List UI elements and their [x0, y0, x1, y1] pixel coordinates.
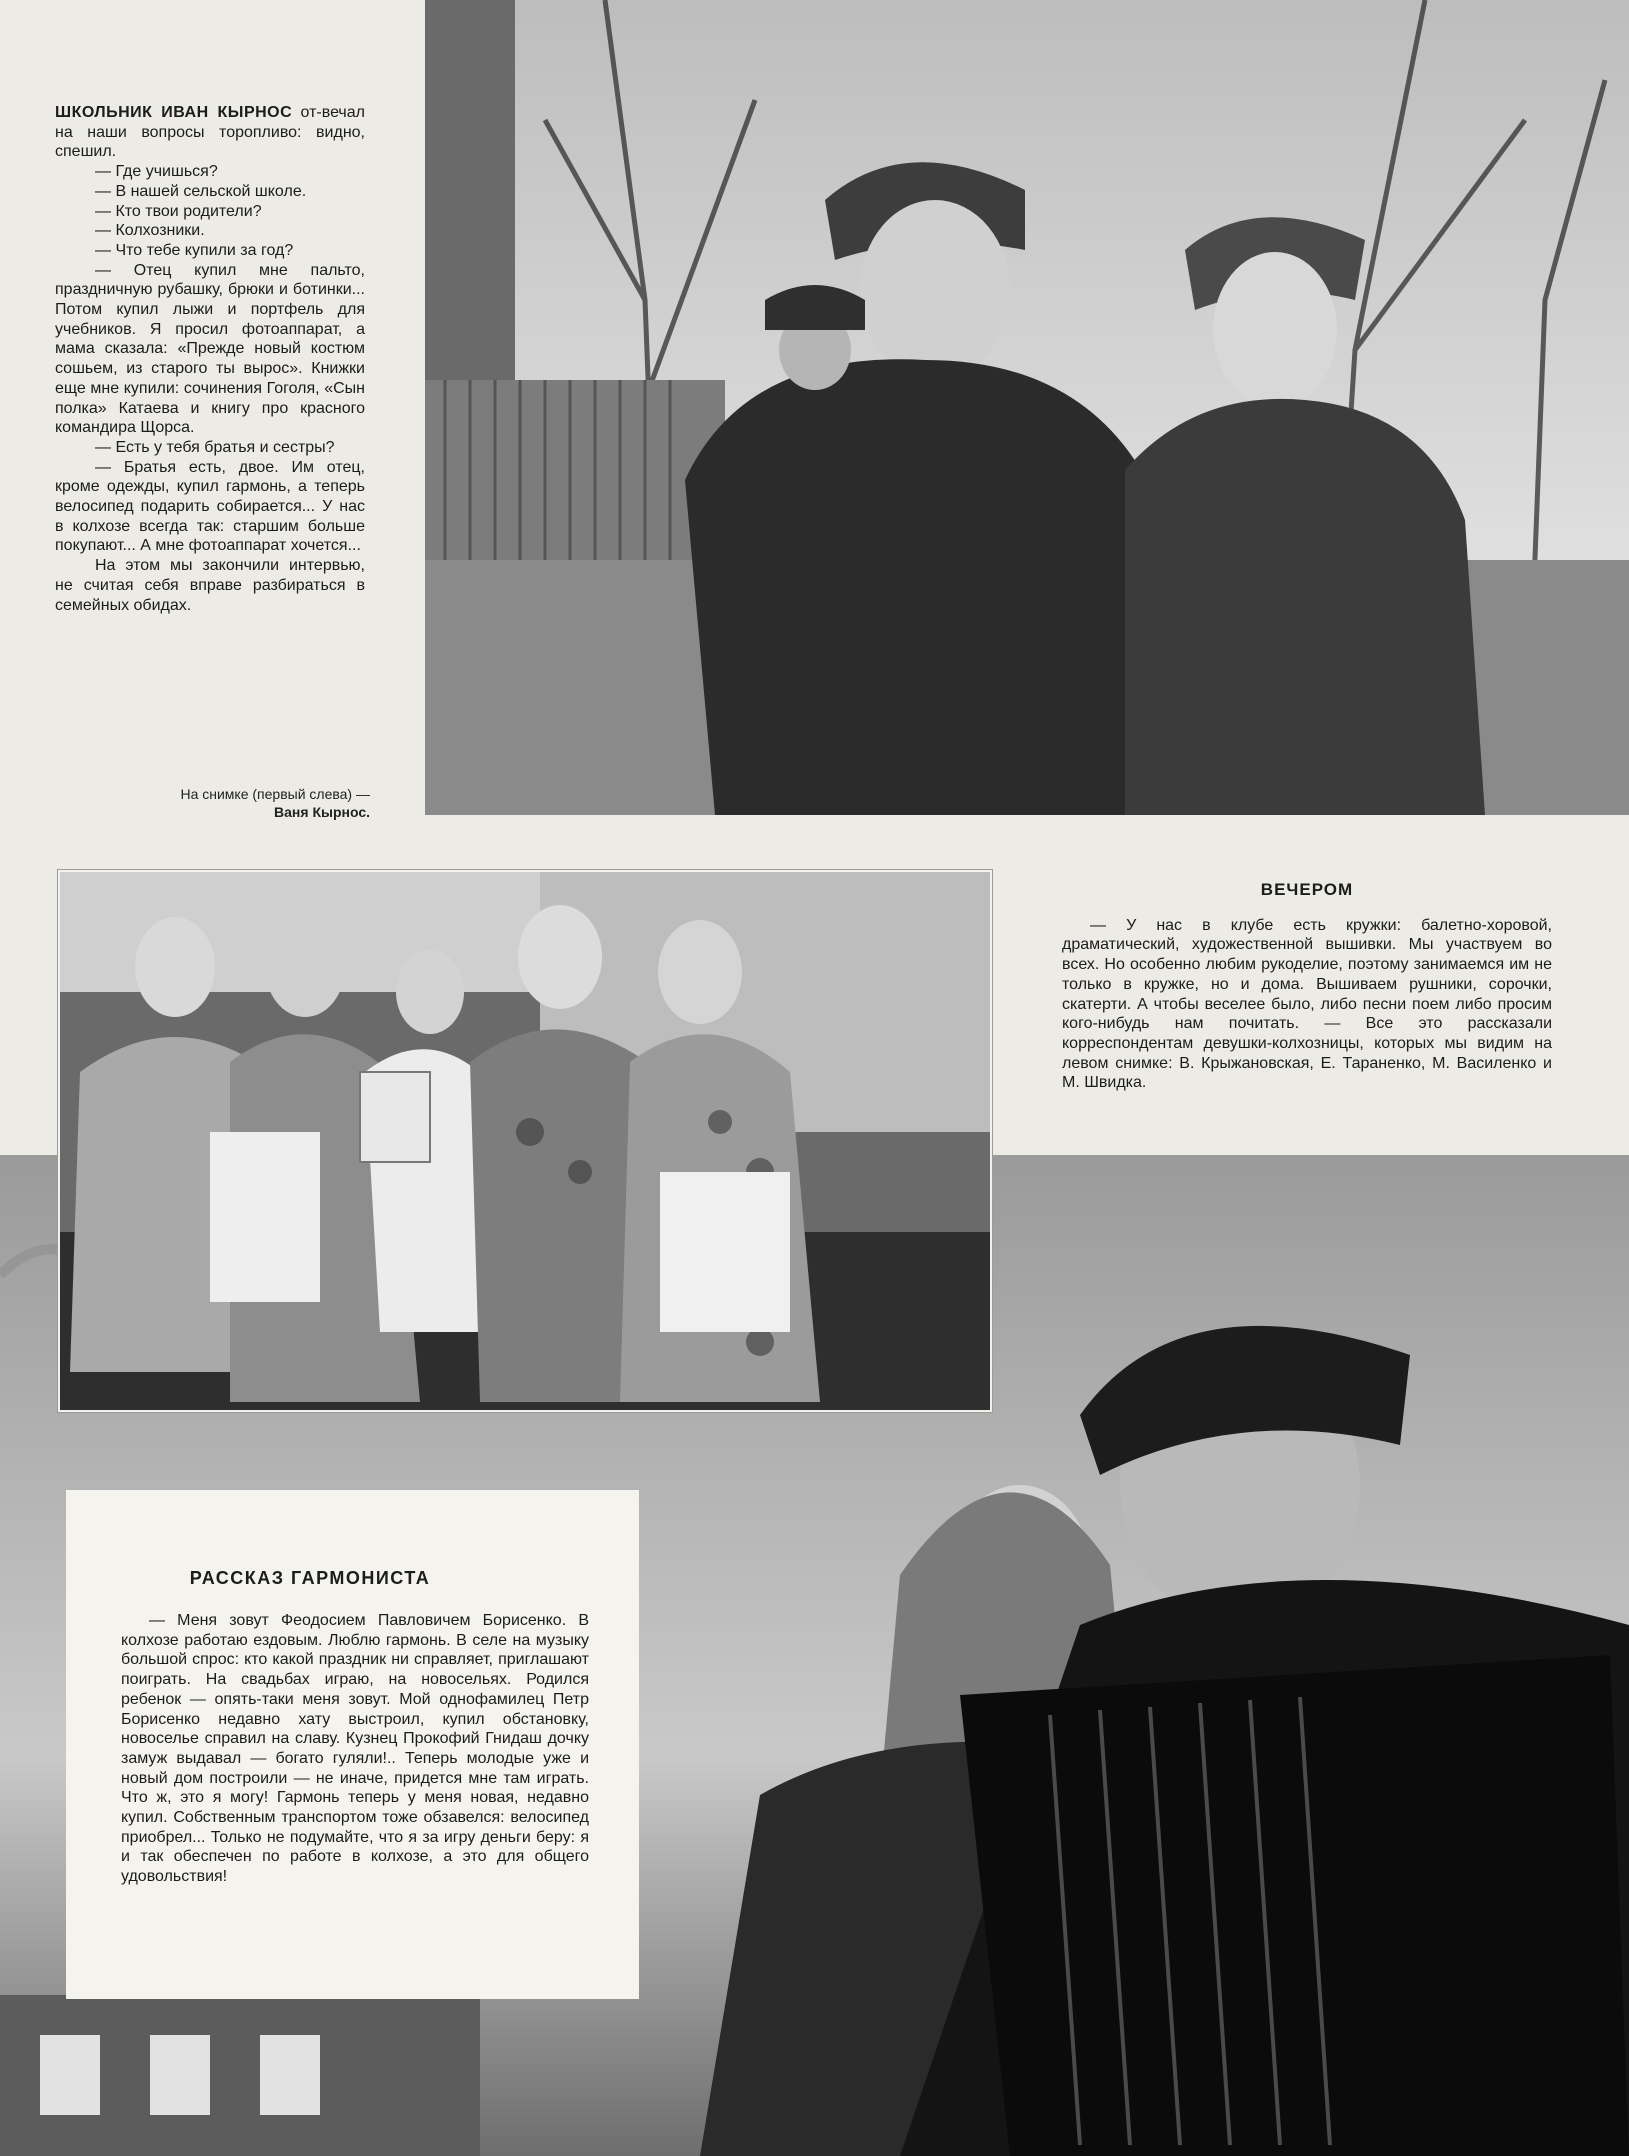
- article-accordion-story: [66, 1490, 639, 1999]
- article-paragraph: На этом мы закончили интервью, не считая себя вправе разбираться в семейных обидах.: [55, 557, 365, 614]
- photo-caption-schoolboys: [160, 785, 370, 821]
- article-paragraph: — Что тебе купили за год?: [95, 241, 294, 259]
- story-title: РАССКАЗ ГАРМОНИСТА: [189, 1568, 431, 1588]
- article-schoolboy-interview: [55, 103, 365, 615]
- article-paragraph: — Отец купил мне пальто, праздничную рубашку, брюки и ботинки... Потом купил лыжи и портфель для учебников. Я просил фотоаппарат, а мама сказала: «Прежде новый костюм сошьем, из старого ты вырос». Книжки еще мне купили: сочинения Гоголя, «Сын полка» Катаева и книгу про красного командира Щорса.: [55, 261, 365, 437]
- caption-prefix: На снимке (первый слева) —: [180, 786, 370, 802]
- article-evening: [1062, 880, 1552, 1093]
- photo-schoolboys: [425, 0, 1629, 815]
- article-first-paragraph: [55, 103, 365, 162]
- article-paragraph: — Где учишься?: [95, 163, 218, 181]
- article-paragraph: — Кто твои родители?: [95, 202, 262, 220]
- evening-text: — У нас в клубе есть кружки: балетно-хоровой, драматический, художественной вышивки. Мы участвуем во всех. Но особенно любим рукоделие, поэтому занимаемся им не только в кружке, но и дома. Вышиваем рушники, сорочки, скатерти. А чтобы веселее было, либо песни поем либо просим кого-нибудь нам почитать. — Все это рассказали корреспондентам девушки-колхозницы, которых мы видим на левом снимке: В. Крыжановская, Е. Тараненко, М. Василенко и М. Швидка.: [1062, 916, 1552, 1092]
- article-lead-rest: от-вечал на наши вопросы торопливо: видно, спешил.: [55, 104, 366, 161]
- article-paragraph: — В нашей сельской школе.: [95, 182, 307, 200]
- story-text: — Меня зовут Феодосием Павловичем Борисенко. В колхозе работаю ездовым. Люблю гармонь. В селе на музыку большой спрос: кто какой праздник ни справляет, приглашают поиграть. На свадьбах играю, на новосельях. Родился ребенок — опять-таки меня зовут. Мой однофамилец Петр Борисенко недавно хату выстроил, купил обстановку, новоселье справил на славу. Кузнец Прокофий Гнидаш дочку замуж выдавал — богато гуляли!.. Теперь молодые уже и новый дом построили — не иначе, придется мне там играть. Что ж, это я могу! Гармонь теперь у меня новая, недавно купил. Собственным транспортом тоже обзавелся: велосипед приобрел... Только не подумайте, что я за игру деньги беру: я и так обеспечен по работе в колхозе, а это для общего удовольствия!: [121, 1612, 589, 1886]
- article-paragraph: — Братья есть, двое. Им отец, кроме одежды, купил гармонь, а теперь велосипед подарить собирается... У нас в колхозе всегда так: старшим больше покупают... А мне фотоаппарат хочется...: [55, 458, 365, 555]
- caption-name: Ваня Кырнос.: [274, 804, 370, 820]
- article-paragraph: — Есть у тебя братья и сестры?: [95, 438, 335, 456]
- photo-embroidery-circle: [58, 870, 992, 1412]
- article-lead: ШКОЛЬНИК ИВАН КЫРНОС: [55, 104, 293, 121]
- article-paragraph: — Колхозники.: [95, 222, 205, 240]
- evening-title: ВЕЧЕРОМ: [1260, 880, 1354, 899]
